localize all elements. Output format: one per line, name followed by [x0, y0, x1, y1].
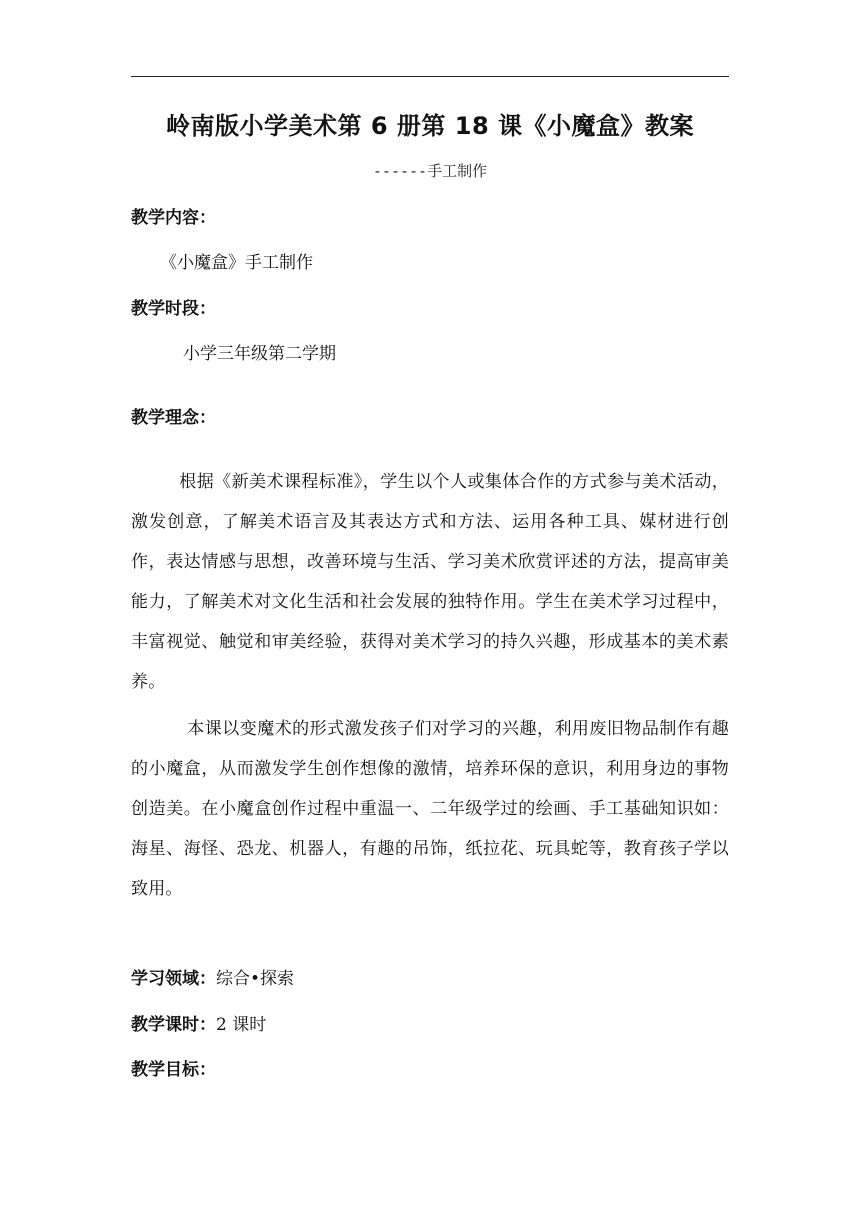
heading-teaching-objectives: 教学目标： — [131, 1060, 216, 1080]
heading-learning-domain: 学习领域： — [131, 969, 216, 989]
document-subtitle: ------手工制作 — [372, 162, 488, 180]
teaching-hours-line — [131, 1012, 266, 1038]
philosophy-paragraph-1 — [131, 462, 729, 702]
philosophy-paragraph-2-text: 本课以变魔术的形式激发孩子们对学习的兴趣，利用废旧物品制作有趣的小魔盒，从而激发学生创作想像的激情，培养环保的意识，利用身边的事物创造美。在小魔盒创作过程中重温一、二年级学过的绘画、手工基础知识如：海星、海怪、恐龙、机器人，有趣的吊饰，纸拉花、玩具蛇等，教育孩子学以致用。 — [131, 719, 729, 899]
teaching-hours-text: 2 课时 — [216, 1015, 267, 1035]
heading-teaching-philosophy: 教学理念： — [131, 408, 216, 428]
teaching-period-text: 小学三年级第二学期 — [183, 344, 336, 364]
learning-domain-text: 综合•探索 — [216, 969, 295, 989]
header-rule — [131, 76, 729, 77]
document-title: 岭南版小学美术第 6 册第 18 课《小魔盒》教案 — [165, 112, 695, 140]
heading-teaching-period: 教学时段： — [131, 299, 216, 319]
philosophy-paragraph-2 — [131, 709, 729, 909]
heading-teaching-hours: 教学课时： — [131, 1015, 216, 1035]
teaching-content-text: 《小魔盒》手工制作 — [160, 253, 313, 273]
heading-teaching-content: 教学内容： — [131, 208, 216, 228]
learning-domain-line — [131, 966, 294, 992]
philosophy-paragraph-1-text: 根据《新美术课程标准》，学生以个人或集体合作的方式参与美术活动，激发创意，了解美术语言及其表达方式和方法、运用各种工具、媒材进行创作，表达情感与思想，改善环境与生活、学习美术欣赏评述的方法，提高审美能力，了解美术对文化生活和社会发展的独特作用。学生在美术学习过程中，丰富视觉、触觉和审美经验，获得对美术学习的持久兴趣，形成基本的美术素养。 — [131, 472, 729, 692]
